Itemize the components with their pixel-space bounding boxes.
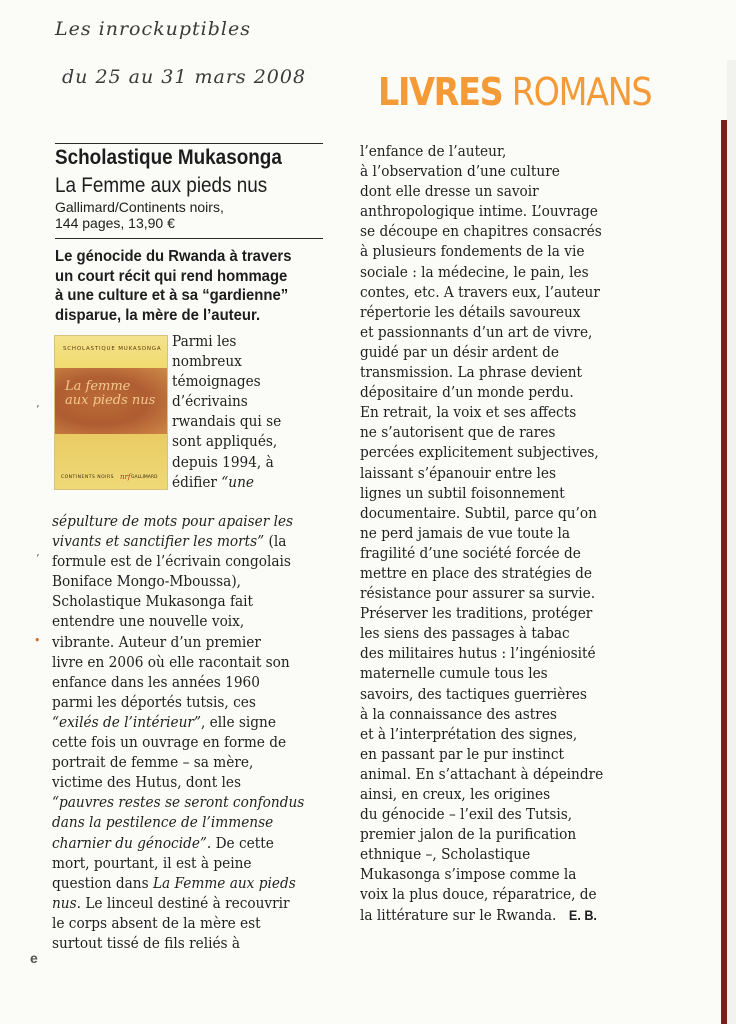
- text-span: cette fois un ouvrage en forme de: [52, 733, 287, 752]
- text-line: résistance pour assurer sa survie.: [360, 584, 596, 603]
- text-line: [52, 672, 304, 692]
- italic-span: charnier du génocide”: [52, 833, 207, 852]
- text-line: [52, 611, 304, 631]
- text-line: dépositaire d’un monde perdu.: [360, 383, 574, 402]
- text-line: [52, 913, 304, 933]
- text-span: le corps absent de la mère est: [52, 913, 261, 932]
- text-line: en passant par le pur instinct: [360, 744, 564, 763]
- section-header-romans: ROMANS: [511, 70, 652, 114]
- text-line: [52, 873, 304, 893]
- text-line: [52, 812, 304, 832]
- text-span: . Le linceul destiné à recouvrir: [76, 893, 290, 912]
- text-line: à la connaissance des astres: [360, 704, 557, 723]
- text-span: formule est de l’écrivain congolais: [52, 552, 291, 571]
- text-line: rwandais qui se: [172, 412, 282, 431]
- text-span: mort, pourtant, il est à peine: [52, 853, 252, 872]
- text-line: [52, 772, 304, 792]
- italic-span: La Femme aux pieds: [152, 873, 296, 892]
- italic-span: vivants et sanctifier les morts”: [52, 532, 265, 551]
- text-line: En retrait, la voix et ses affects: [360, 403, 577, 422]
- top-rule: [55, 143, 323, 144]
- text-line: [52, 531, 304, 551]
- text-span: parmi les déportés tutsis, ces: [52, 692, 256, 711]
- column-2-text: [360, 141, 630, 925]
- text-line: [52, 893, 304, 913]
- author-signature: E. B.: [568, 906, 597, 923]
- italic-span: nus: [52, 893, 77, 912]
- handwritten-source-note: Les inrockuptibles: [55, 18, 251, 40]
- text-line: l’enfance de l’auteur,: [360, 142, 507, 160]
- pages-price-line: 144 pages, 13,90 €: [55, 215, 175, 231]
- text-line: maternelle cumule tous les: [360, 664, 548, 683]
- cover-title: [65, 380, 155, 408]
- text-span: Boniface Mongo-Mboussa),: [52, 572, 242, 591]
- section-header: [378, 70, 651, 114]
- text-line: premier jalon de la purification: [360, 825, 577, 844]
- text-line: mettre en place des stratégies de: [360, 563, 592, 582]
- margin-tick: ’: [36, 403, 40, 416]
- text-line: percées explicitement subjectives,: [360, 443, 599, 462]
- scan-edge: [727, 60, 736, 1024]
- section-header-livres: LIVRES: [378, 70, 503, 114]
- text-span: (la: [264, 532, 287, 551]
- text-span: portrait de femme – sa mère,: [52, 753, 254, 772]
- text-span: la littérature sur le Rwanda.: [360, 905, 557, 924]
- text-line: [52, 632, 304, 652]
- text-line: [52, 571, 304, 591]
- handwritten-date-note: du 25 au 31 mars 2008: [62, 66, 307, 88]
- cover-author: SCHOLASTIQUE MUKASONGA: [63, 346, 162, 352]
- text-line: animal. En s’attachant à dépeindre: [360, 764, 604, 783]
- text-span: entendre une nouvelle voix,: [52, 612, 245, 631]
- text-span: vibrante. Auteur d’un premier: [52, 632, 261, 651]
- text-line: depuis 1994, à: [172, 452, 274, 471]
- italic-span: “exilés de l’intérieur”: [52, 712, 201, 731]
- text-line: [52, 853, 304, 873]
- italic-span: “pauvres restes se seront confondus: [52, 793, 305, 812]
- text-line: voix la plus douce, réparatrice, de: [360, 885, 597, 904]
- text-line: documentaire. Subtil, parce qu’on: [360, 503, 597, 522]
- text-span: Scholastique Mukasonga fait: [52, 592, 254, 611]
- text-line: du génocide – l’exil des Tutsis,: [360, 805, 573, 824]
- text-line: anthropologique intime. L’ouvrage: [360, 202, 598, 221]
- text-line: ainsi, en creux, les origines: [360, 785, 551, 803]
- italic-span: “une: [221, 472, 254, 491]
- review-author: Scholastique Mukasonga: [55, 146, 282, 169]
- lede-line: disparue, la mère de l’auteur.: [55, 306, 261, 324]
- text-line: [52, 752, 304, 772]
- cover-title-line: La femme: [65, 379, 131, 394]
- bottom-rule: [55, 238, 323, 239]
- text-line: fragilité d’une société forcée de: [360, 543, 581, 562]
- text-line: savoirs, des tactiques guerrières: [360, 684, 587, 703]
- publisher-line: Gallimard/Continents noirs,: [55, 199, 224, 215]
- text-span: enfance dans les années 1960: [52, 672, 260, 691]
- text-line: contes, etc. A travers eux, l’auteur: [360, 282, 600, 301]
- italic-span: dans la pestilence de l’immense: [52, 813, 274, 832]
- text-line: Mukasonga s’impose comme la: [360, 865, 577, 884]
- cover-title-line: aux pieds nus: [65, 393, 156, 408]
- text-line: nombreux: [172, 352, 242, 371]
- cover-publisher: GALLIMARD: [131, 475, 158, 480]
- nrf-logo: nrf: [120, 473, 131, 481]
- text-line: [360, 905, 603, 925]
- text-line: laissant s’épanouir entre les: [360, 463, 556, 482]
- text-line: [52, 551, 304, 571]
- margin-letter: e: [30, 950, 38, 966]
- text-span: victime des Hutus, dont les: [52, 773, 242, 792]
- text-line: sont appliqués,: [172, 432, 278, 451]
- review-book-title: La Femme aux pieds nus: [55, 174, 268, 197]
- text-line: [52, 833, 304, 853]
- text-span: , elle signe: [200, 712, 276, 731]
- italic-span: sépulture de mots pour apaiser les: [52, 512, 294, 530]
- review-publication-info: [55, 199, 224, 231]
- text-span: surtout tissé de fils reliés à: [52, 933, 241, 952]
- text-line: [52, 732, 304, 752]
- text-span: édifier: [172, 472, 222, 491]
- text-line: les siens des passages à tabac: [360, 624, 570, 643]
- page-edge-bar: [721, 120, 727, 1024]
- book-cover-image: [55, 336, 167, 489]
- lede-line: un court récit qui rend hommage: [55, 267, 288, 285]
- margin-dot: •: [34, 634, 41, 647]
- text-line: ne s’autorisent que de rares: [360, 423, 556, 442]
- text-line: transmission. La phrase devient: [360, 363, 583, 382]
- text-line: [172, 472, 281, 492]
- text-line: [52, 511, 304, 531]
- text-span: livre en 2006 où elle racontait son: [52, 652, 290, 671]
- text-line: [52, 591, 304, 611]
- text-line: et passionnants d’un art de vivre,: [360, 322, 593, 341]
- text-line: [52, 692, 304, 712]
- lede-line: Le génocide du Rwanda à travers: [55, 248, 292, 265]
- text-line: lignes un subtil foisonnement: [360, 483, 565, 502]
- text-line: des militaires hutus : l’ingéniosité: [360, 644, 596, 663]
- text-span: question dans: [52, 873, 153, 892]
- text-span: . De cette: [206, 833, 274, 852]
- review-lede: [55, 247, 325, 325]
- text-line: ne perd jamais de vue toute la: [360, 523, 571, 542]
- text-line: d’écrivains: [172, 392, 248, 411]
- text-line: guidé par un désir ardent de: [360, 342, 559, 361]
- text-line: Parmi les: [172, 332, 237, 350]
- margin-tick: ’: [36, 552, 40, 565]
- text-line: [52, 933, 304, 953]
- text-line: [52, 712, 304, 732]
- text-line: se découpe en chapitres consacrés: [360, 222, 602, 241]
- text-line: ethnique –, Scholastique: [360, 845, 531, 864]
- text-line: témoignages: [172, 372, 261, 391]
- column-1-narrow-text: [172, 331, 293, 492]
- text-line: et à l’interprétation des signes,: [360, 724, 578, 743]
- text-line: Préserver les traditions, protéger: [360, 604, 593, 623]
- cover-collection: CONTINENTS NOIRS: [61, 475, 114, 480]
- lede-line: à une culture et à sa “gardienne”: [55, 287, 289, 304]
- column-1-wide-text: [52, 511, 332, 953]
- text-line: répertorie les détails savoureux: [360, 302, 581, 321]
- text-line: [52, 792, 304, 812]
- text-line: sociale : la médecine, le pain, les: [360, 262, 589, 281]
- text-line: à l’observation d’une culture: [360, 162, 560, 181]
- text-line: [52, 652, 304, 672]
- text-line: à plusieurs fondements de la vie: [360, 242, 585, 261]
- text-line: dont elle dresse un savoir: [360, 182, 539, 201]
